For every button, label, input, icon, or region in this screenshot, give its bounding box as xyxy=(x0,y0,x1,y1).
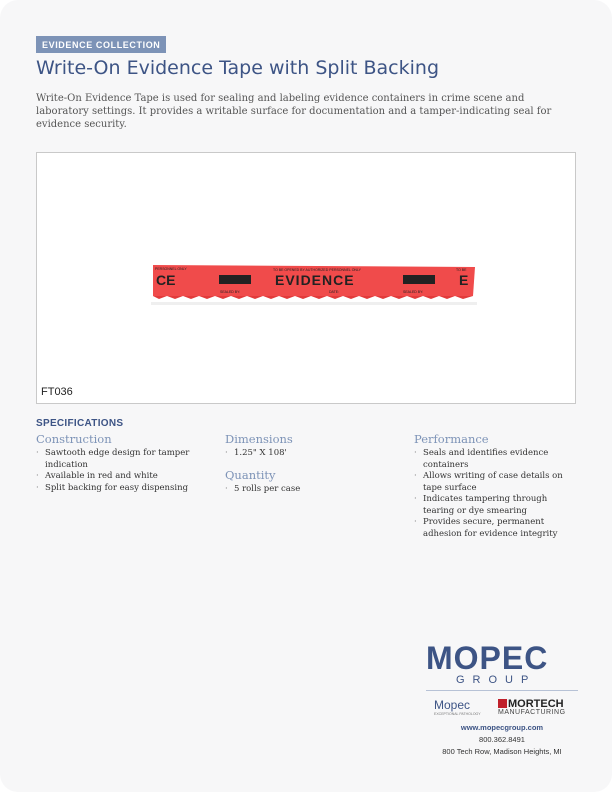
tape-sealed-by-left: SEALED BY: xyxy=(220,290,241,294)
product-code: FT036 xyxy=(41,386,73,398)
tape-evidence-label: EVIDENCE xyxy=(275,272,355,288)
list-item: · Available in red and white xyxy=(36,471,206,483)
evidence-tape-image xyxy=(151,262,477,314)
product-image-panel xyxy=(36,152,576,404)
phone-number: 800.362.8491 xyxy=(479,735,525,744)
dimensions-list xyxy=(225,448,395,460)
dimensions-heading: Dimensions xyxy=(225,432,293,446)
tape-sawtooth-edge xyxy=(153,296,473,299)
mortech-wordmark: MORTECH xyxy=(508,698,564,710)
tape-top-text-right: TO BE xyxy=(456,268,467,272)
construction-column xyxy=(36,432,206,502)
tape-top-text-left: PERSONNEL ONLY xyxy=(155,267,187,271)
tape-evidence-fragment-right: E xyxy=(459,272,469,288)
mopec-sub-logo: Mopec xyxy=(434,698,471,712)
list-item: · Seals and identifies evidence containers xyxy=(414,448,574,471)
specifications-heading: SPECIFICATIONS xyxy=(36,418,124,429)
performance-heading: Performance xyxy=(414,432,489,446)
performance-list xyxy=(414,448,574,540)
tape-backing xyxy=(151,302,477,305)
category-badge: EVIDENCE COLLECTION xyxy=(36,36,166,53)
page-title: Write-On Evidence Tape with Split Backing xyxy=(36,57,439,79)
contact-block xyxy=(420,722,584,758)
list-item: · Sawtooth edge design for tamper indication xyxy=(36,448,206,471)
product-description: Write-On Evidence Tape is used for sealing and labeling evidence containers in crime scene and laboratory settings. It provides a writable surface for documentation and a tamper-indicating seal for evidence security. xyxy=(36,93,552,130)
construction-list xyxy=(36,448,206,494)
quantity-heading: Quantity xyxy=(225,467,276,482)
mortech-mark-icon xyxy=(498,699,507,708)
list-item: · Split backing for easy dispensing xyxy=(36,483,206,495)
tape-date: DATE: xyxy=(329,290,340,294)
list-item: · Indicates tampering through tearing or dye smearing xyxy=(414,494,574,517)
mopec-sub-tagline: EXCEPTIONAL PATHOLOGY xyxy=(434,712,481,716)
write-block-left xyxy=(219,275,251,284)
tape-top-text: TO BE OPENED BY AUTHORIZED PERSONNEL ONLY xyxy=(273,268,361,272)
website-link[interactable]: www.mopecgroup.com xyxy=(460,723,544,732)
dimensions-quantity-column xyxy=(225,432,395,503)
list-item: · Provides secure, permanent adhesion for evidence integrity xyxy=(414,517,574,540)
mopec-wordmark: MOPEC xyxy=(426,640,549,676)
list-item: · 1.25" X 108' xyxy=(225,448,395,460)
performance-column xyxy=(414,432,574,548)
list-item: · 5 rolls per case xyxy=(225,484,395,496)
construction-heading: Construction xyxy=(36,432,112,446)
write-block-right xyxy=(403,275,435,284)
tape-evidence-fragment-left: CE xyxy=(156,272,176,288)
logo-divider xyxy=(426,690,578,691)
tape-sealed-by-right: SEALED BY: xyxy=(403,290,424,294)
mortech-tagline: MANUFACTURING xyxy=(498,709,566,716)
address: 800 Tech Row, Madison Heights, MI xyxy=(442,747,562,756)
quantity-list xyxy=(225,484,395,496)
list-item: · Allows writing of case details on tape surface xyxy=(414,471,574,494)
group-wordmark: GROUP xyxy=(456,674,537,686)
